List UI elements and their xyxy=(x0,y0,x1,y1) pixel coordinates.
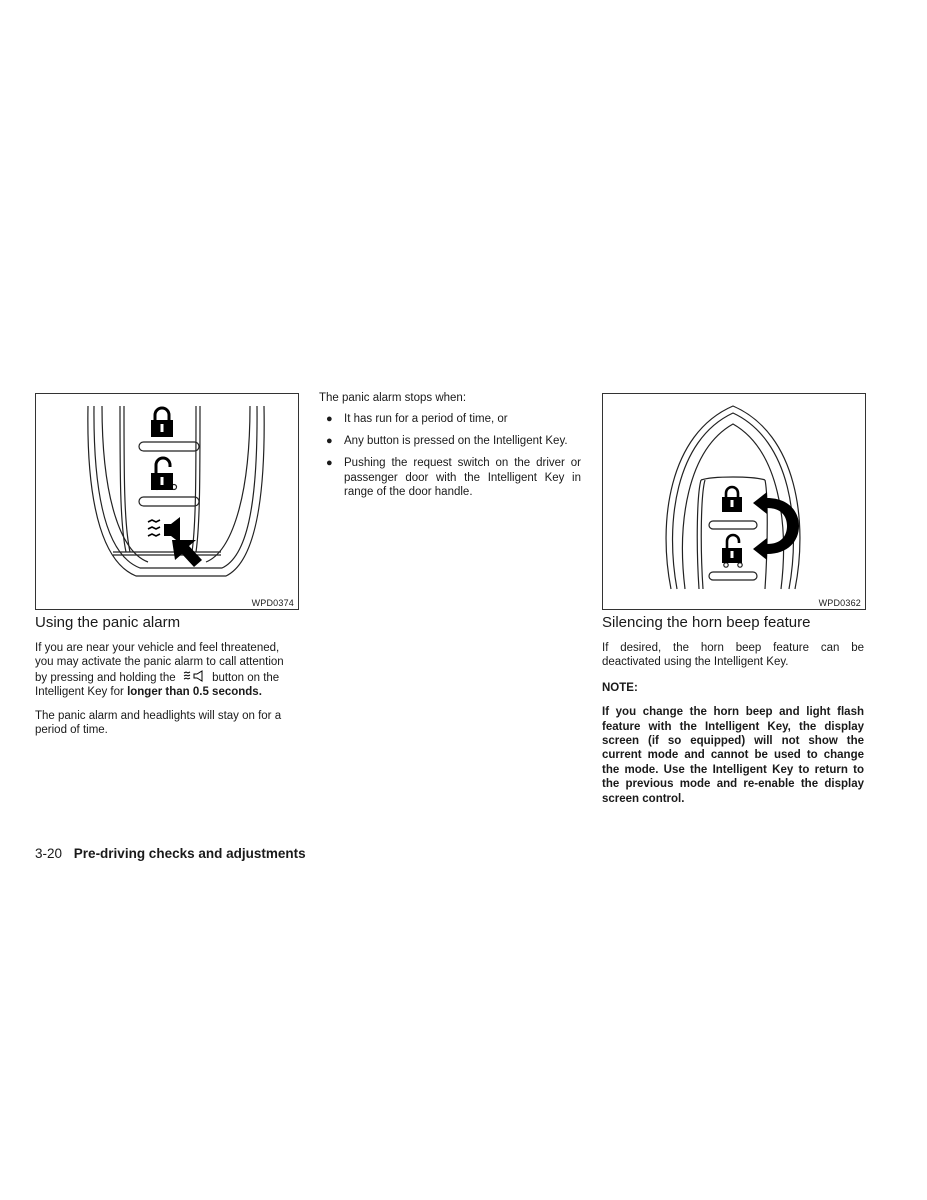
page-number: 3-20 xyxy=(35,846,63,861)
paragraph xyxy=(35,641,297,700)
chapter-title: Pre-driving checks and adjustments xyxy=(73,846,306,861)
key-fob-illustration xyxy=(603,394,865,609)
unlock-icon xyxy=(722,535,742,563)
figure-code: WPD0362 xyxy=(818,598,861,608)
list-item-text: Pushing the request switch on the driver or passenger door with the Intelligent Key in range of the door handle. xyxy=(344,457,581,499)
curved-arrow-icon xyxy=(753,492,799,560)
list-item-text: It has run for a period of time, or xyxy=(344,413,508,426)
list-item xyxy=(319,434,581,448)
lock-icon xyxy=(151,408,173,437)
list-item xyxy=(319,412,581,426)
panic-alarm-icon xyxy=(148,517,180,543)
figure-panic-alarm xyxy=(35,393,299,610)
figure-horn-beep xyxy=(602,393,866,610)
note-text: If you change the horn beep and light flash feature with the Intelligent Key, the display screen (if so equipped) will not show the current mode and cannot be used to change the mode. Use the Intelligent Key to return to the previous mode and re-enable the display screen control. xyxy=(602,706,864,805)
unlock-icon xyxy=(151,458,173,490)
left-column xyxy=(35,614,297,737)
figure-code: WPD0374 xyxy=(251,598,294,608)
bullet-icon: ● xyxy=(326,413,333,426)
paragraph-text: If you are near your vehicle and feel threatened, you may activate the panic alarm to call attention by pressing and holding the xyxy=(35,642,284,684)
intro-text: The panic alarm stops when: xyxy=(319,392,467,404)
note-label: NOTE: xyxy=(602,681,638,694)
bullet-icon: ● xyxy=(326,457,333,470)
list-item-text: Any button is pressed on the Intelligent Key. xyxy=(344,435,568,448)
paragraph-text: button on the Intelligent Key for xyxy=(35,671,280,699)
middle-column xyxy=(319,391,581,507)
bullet-list xyxy=(319,412,581,499)
key-fob-illustration xyxy=(36,394,298,609)
page-footer xyxy=(35,846,306,861)
paragraph: If desired, the horn beep feature can be deactivated using the Intelligent Key. xyxy=(602,642,864,669)
paragraph: The panic alarm and headlights will stay on for a period of time. xyxy=(35,709,282,737)
panic-button-icon xyxy=(183,670,205,682)
section-heading: Silencing the horn beep feature xyxy=(602,614,811,631)
bullet-icon: ● xyxy=(326,435,333,448)
emphasis-text: longer than 0.5 seconds. xyxy=(127,686,262,699)
section-heading: Using the panic alarm xyxy=(35,614,181,631)
right-column xyxy=(602,614,864,806)
lock-icon xyxy=(722,487,742,512)
list-item xyxy=(319,456,581,499)
